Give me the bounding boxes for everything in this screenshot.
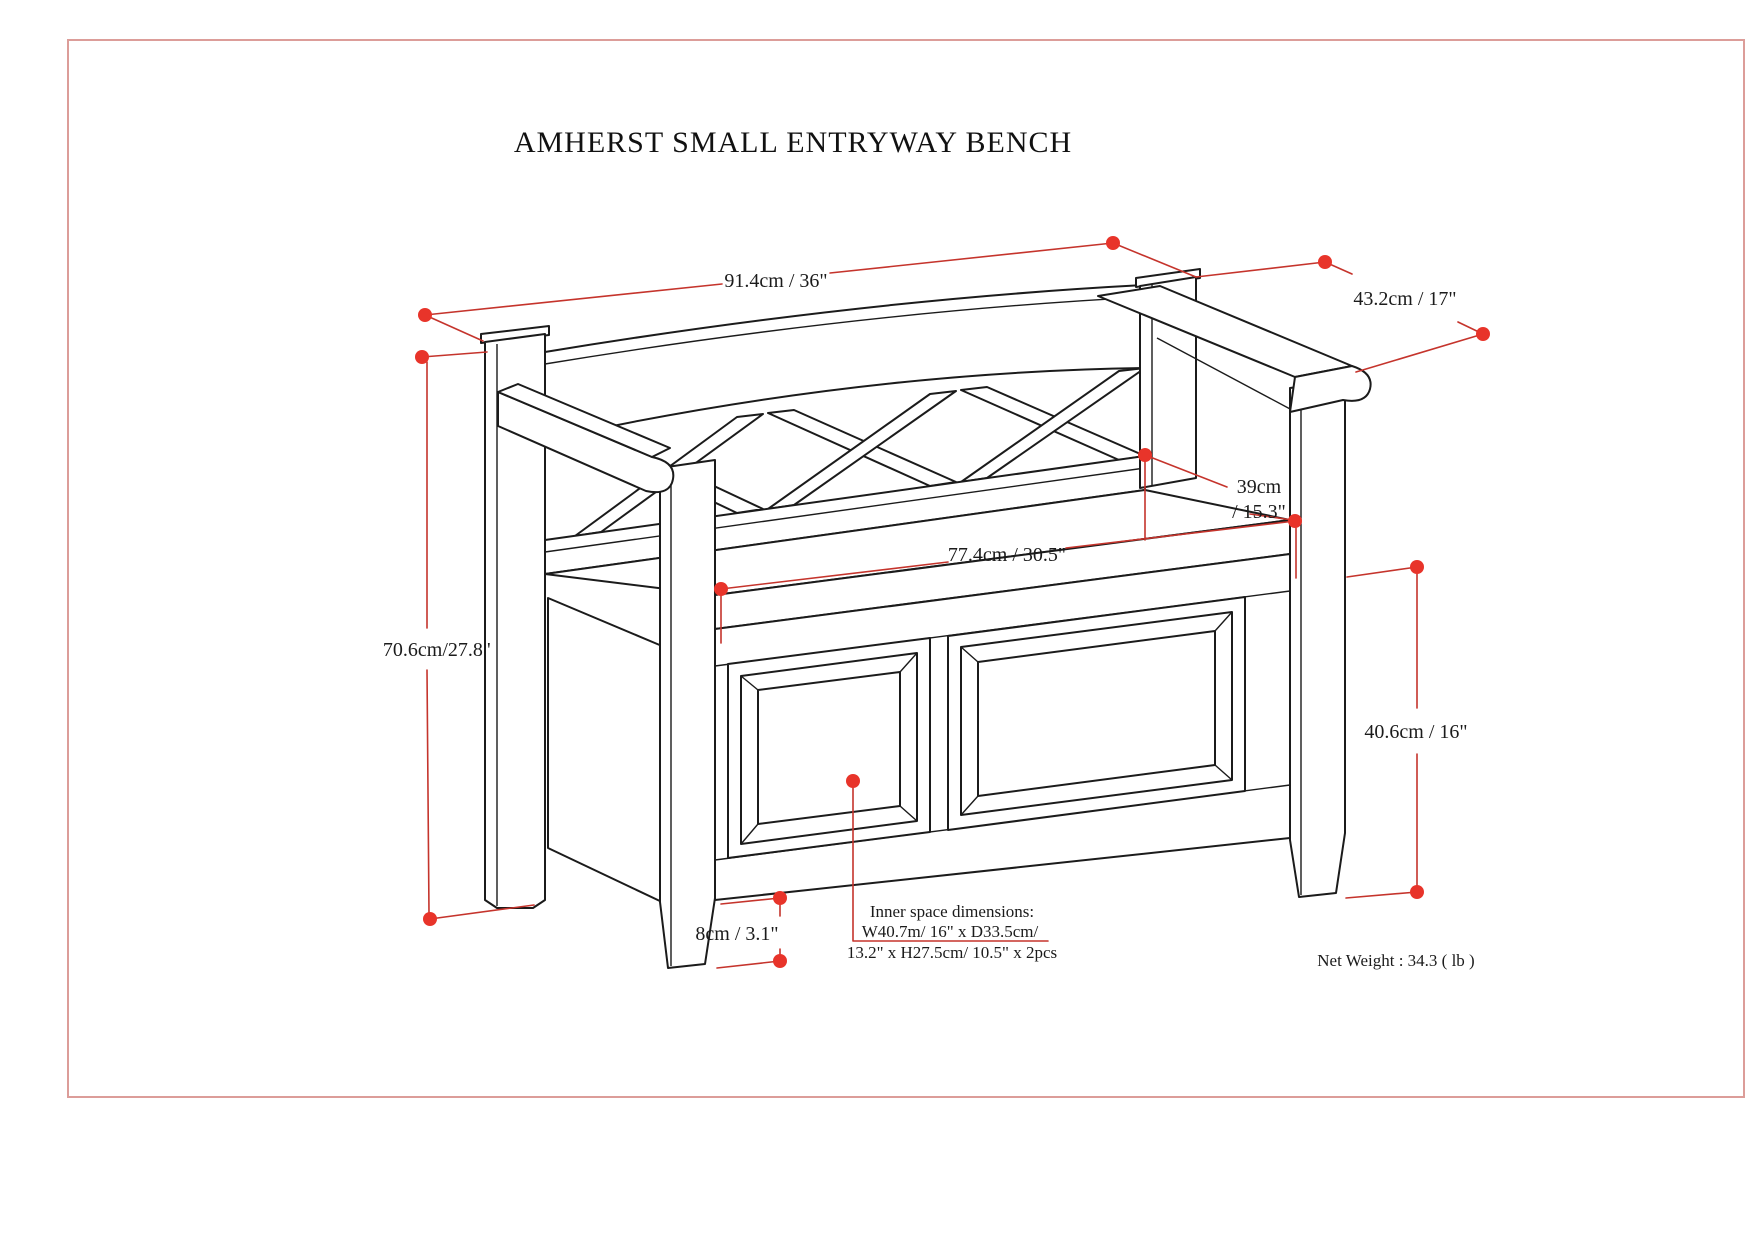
dim-seat-height-label: 40.6cm / 16" xyxy=(1364,721,1468,743)
bench-front-right-leg xyxy=(1290,380,1345,897)
inner-space-dimensions-note xyxy=(847,902,1057,962)
dimension-dot xyxy=(1476,327,1490,341)
dim-overall-width-label: 91.4cm / 36" xyxy=(724,270,828,292)
dim-seat-depth-label-line2: / 15.3" xyxy=(1232,501,1286,523)
bench-storage-door-right xyxy=(948,597,1245,830)
inner-space-line3: 13.2" x H27.5cm/ 10.5" x 2pcs xyxy=(846,943,1058,962)
dim-leg-clearance-label: 8cm / 3.1" xyxy=(695,923,779,945)
bench-storage-door-left xyxy=(728,638,930,858)
inner-space-line1: Inner space dimensions: xyxy=(869,902,1035,921)
dimension-dot xyxy=(423,912,437,926)
page-title: AMHERST SMALL ENTRYWAY BENCH xyxy=(513,126,1073,159)
bench-left-side-panel xyxy=(548,598,662,902)
dimension-dot xyxy=(418,308,432,322)
dimension-dot xyxy=(1288,514,1302,528)
dimension-dot xyxy=(1138,448,1152,462)
inner-space-line2: W40.7m/ 16" x D33.5cm/ xyxy=(861,922,1039,941)
dim-seat-width-label: 77.4cm / 30.5" xyxy=(947,544,1067,566)
bench-front-left-leg xyxy=(660,460,715,968)
dimension-dot xyxy=(714,582,728,596)
dimension-dot xyxy=(1410,560,1424,574)
dim-overall-height-label: 70.6cm/27.8" xyxy=(382,639,492,661)
dim-seat-depth-label-line1: 39cm xyxy=(1236,476,1282,498)
dimension-dot xyxy=(1106,236,1120,250)
net-weight-label: Net Weight : 34.3 ( lb ) xyxy=(1317,951,1475,970)
dimension-dot xyxy=(773,891,787,905)
dimension-dot xyxy=(846,774,860,788)
dim-overall-depth-label: 43.2cm / 17" xyxy=(1353,288,1457,310)
dimension-dot xyxy=(773,954,787,968)
bench-drawing xyxy=(481,269,1371,968)
dimension-dot xyxy=(415,350,429,364)
dimension-dot xyxy=(1410,885,1424,899)
dimension-dot xyxy=(1318,255,1332,269)
